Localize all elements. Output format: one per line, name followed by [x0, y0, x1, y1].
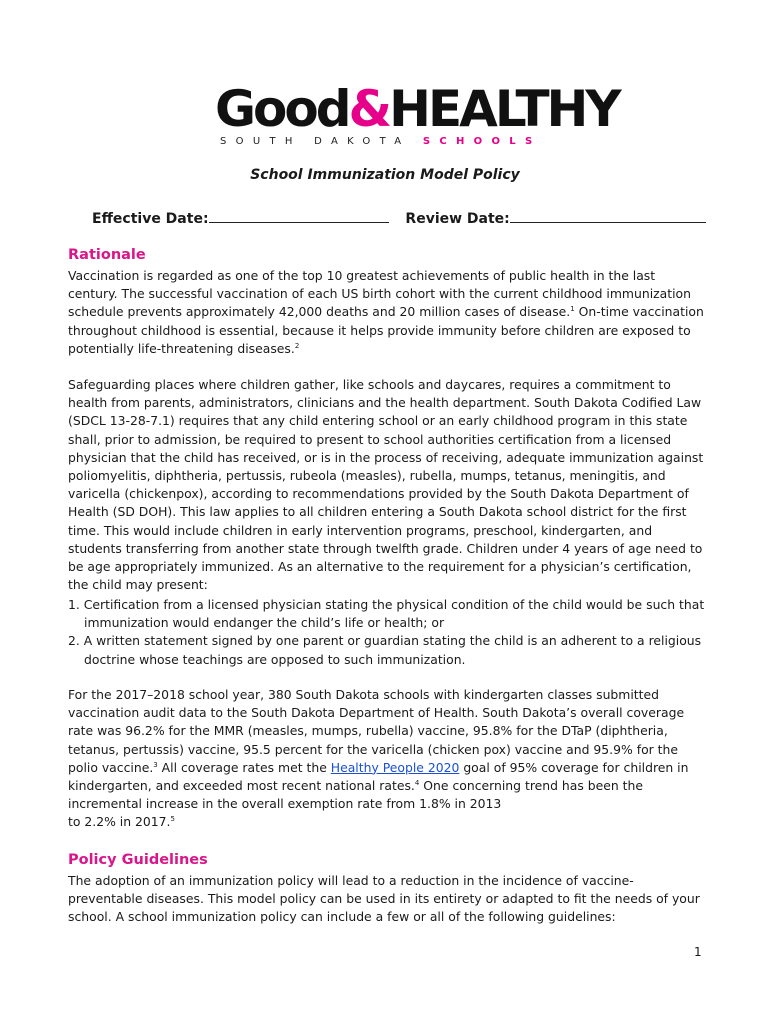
document-title: School Immunization Model Policy — [250, 167, 520, 183]
footnote-ref-2: 2 — [294, 341, 300, 350]
rationale-p1-text: Vaccination is regarded as one of the top 10 greatest achievements of public health in the last century. The successful vaccination of each US birth cohort with the current childhood immunization schedule prevents approximately 42,000 deaths and 20 million cases of disease. — [68, 268, 691, 320]
page-number: 1 — [694, 945, 702, 959]
exemption-list — [68, 596, 708, 669]
policy-p1-text: The adoption of an immunization policy will lead to a reduction in the incidence of vaccine-preventable diseases. This model policy can be used in its entirety or adapted to fit the needs of your school. A school immunization policy can include a few or all of the following guidelines: — [68, 873, 700, 925]
policy-paragraph-1 — [68, 872, 708, 927]
list-item: 1. Certification from a licensed physician stating the physical condition of the child would be such that immunization would endanger the child’s life or health; or — [68, 597, 705, 631]
logo-wordmark — [215, 80, 619, 138]
footnote-ref-1: 1 — [570, 305, 575, 314]
policy-guidelines-heading: Policy Guidelines — [68, 852, 208, 868]
logo-subtitle-schools: SCHOOLS — [422, 136, 542, 147]
logo-subtitle — [220, 136, 541, 147]
good-and-healthy-logo — [215, 80, 619, 154]
rationale-heading: Rationale — [68, 247, 146, 263]
dates-row — [92, 208, 706, 227]
footnote-ref-3: 3 — [153, 760, 158, 769]
effective-date-label: Effective Date: — [92, 211, 209, 227]
rationale-p2-text: Safeguarding places where children gather, like schools and daycares, requires a commitment to health from parents, administrators, clinicians and the health department. South Dakota Codified Law (SDCL 13-28-7.1) requires that any child entering school or an early childhood program in this state shall, prior to admission, be required to present to school authorities certification from a licensed physician that the child has received, or is in the process of receiving, adequate immunization against poliomyelitis, diphtheria, pertussis, rubeola (measles), rubella, mumps, tetanus, meningitis, and varicella (chickenpox), according to recommendations provided by the South Dakota Department of Health (SD DOH). This law applies to all children entering a South Dakota school district for the first time. This would include children in early intervention programs, preschool, kindergarten, and students transferring from another state through twelfth grade. Children under 4 years of age need to be age appropriately immunized. As an alternative to the requirement for a physician’s certification, the child may present: — [68, 377, 704, 593]
rationale-paragraph-3 — [68, 686, 708, 832]
rationale-p3-text-b: All coverage rates met the — [157, 759, 331, 775]
review-date-field[interactable] — [510, 208, 706, 223]
healthy-people-2020-link[interactable]: Healthy People 2020 — [330, 759, 460, 775]
rationale-p1-cont: On-time vaccination throughout childhood is essential, because it helps provide immunity before children are exposed to potentially life-threatening diseases. — [68, 304, 704, 356]
rationale-paragraph-1 — [68, 267, 708, 358]
footnote-ref-4: 4 — [414, 778, 420, 787]
logo-word-healthy: HEALTHY — [389, 80, 619, 138]
rationale-p3-text-c: goal of 95% coverage for children in kindergarten, and exceeded most recent national rates. — [68, 759, 689, 794]
logo-ampersand: & — [348, 80, 390, 138]
footnote-ref-5: 5 — [170, 815, 175, 824]
review-date-label: Review Date: — [405, 211, 510, 227]
rationale-paragraph-2 — [68, 376, 708, 594]
list-item: 2. A written statement signed by one parent or guardian stating the child is an adherent to a religious doctrine whose teachings are opposed to such immunization. — [68, 633, 702, 667]
rationale-p3-text-e: to 2.2% in 2017. — [68, 814, 171, 830]
logo-word-good: Good — [215, 80, 349, 138]
effective-date-field[interactable] — [209, 208, 389, 223]
rationale-p3-text: For the 2017–2018 school year, 380 South Dakota schools with kindergarten classes submitted vaccination audit data to the South Dakota Department of Health. South Dakota’s overall coverage rate was 96.2% for the MMR (measles, mumps, rubella) vaccine, 95.8% for the DTaP (diphtheria, tetanus, pertussis) vaccine, 95.5 percent for the varicella (chicken pox) vaccine and 95.9% for the polio vaccine. — [68, 687, 685, 775]
logo-subtitle-state: SOUTH DAKOTA — [220, 136, 411, 147]
rationale-p3-text-d: One concerning trend has been the incremental increase in the overall exemption rate from 1.8% in 2013 — [68, 778, 643, 812]
